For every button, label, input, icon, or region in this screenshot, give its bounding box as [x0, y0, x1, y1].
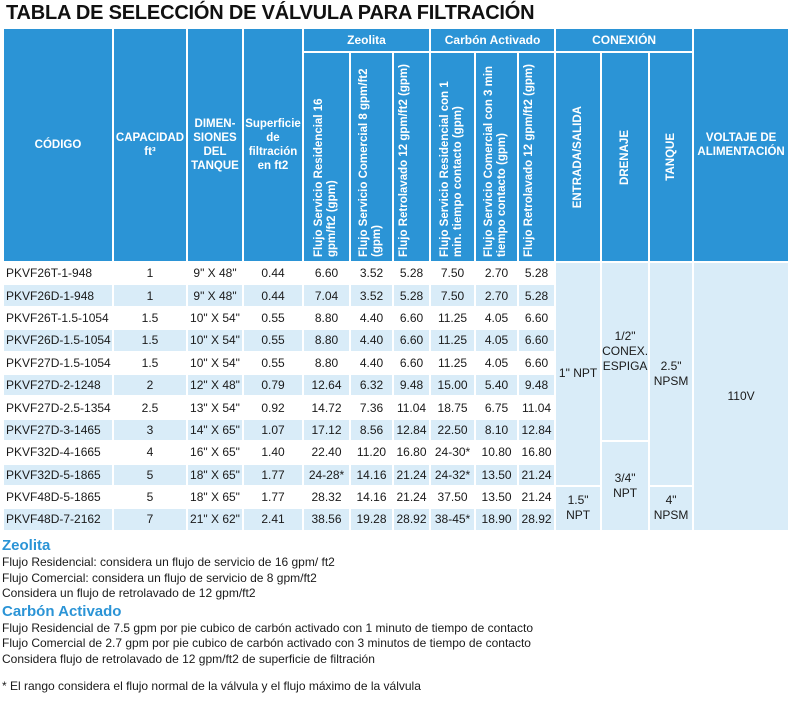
cell-superficie: 0.55 — [244, 308, 302, 328]
cell-zeolita-retrolavado: 5.28 — [394, 263, 429, 283]
header-carbon-comercial: Flujo Servicio Comercial con 3 min tiempo contacto (gpm) — [476, 53, 517, 261]
cell-dimensiones: 9" X 48" — [188, 285, 242, 305]
cell-carbon-residencial: 37.50 — [431, 487, 474, 507]
cell-carbon-residencial: 7.50 — [431, 263, 474, 283]
cell-carbon-comercial: 10.80 — [476, 442, 517, 462]
notes-carbon-line: Flujo Comercial de 2.7 gpm por pie cubico de carbón activado con 3 minutos de tiempo de contacto — [2, 636, 531, 650]
cell-codigo: PKVF27D-2.5-1354 — [4, 397, 112, 417]
cell-codigo: PKVF26T-1.5-1054 — [4, 308, 112, 328]
cell-capacidad: 7 — [114, 509, 186, 529]
header-dimensiones: DIMEN-SIONES DEL TANQUE — [188, 29, 242, 261]
cell-zeolita-retrolavado: 21.24 — [394, 487, 429, 507]
cell-capacidad: 1 — [114, 285, 186, 305]
cell-carbon-comercial: 2.70 — [476, 263, 517, 283]
cell-carbon-retrolavado: 5.28 — [519, 285, 554, 305]
notes-zeolita-title: Zeolita — [2, 537, 51, 554]
header-codigo: CÓDIGO — [4, 29, 112, 261]
notes-carbon-line: Considera flujo de retrolavado de 12 gpm/ft2 de superficie de filtración — [2, 651, 375, 666]
cell-carbon-retrolavado: 11.04 — [519, 397, 554, 417]
page-title: TABLA DE SELECCIÓN DE VÁLVULA PARA FILTRACIÓN — [6, 2, 535, 24]
cell-zeolita-comercial: 4.40 — [351, 330, 392, 350]
cell-carbon-comercial: 13.50 — [476, 465, 517, 485]
cell-carbon-retrolavado: 6.60 — [519, 353, 554, 373]
table-row — [4, 263, 788, 283]
notes-carbon-title: Carbón Activado — [2, 602, 122, 620]
cell-entrada-salida: 1.5" NPT — [556, 487, 600, 530]
cell-capacidad: 2.5 — [114, 397, 186, 417]
cell-codigo: PKVF27D-3-1465 — [4, 420, 112, 440]
cell-carbon-retrolavado: 16.80 — [519, 442, 554, 462]
header-superficie: Superficie de filtración en ft2 — [244, 29, 302, 261]
notes-zeolita-line: Considera un flujo de retrolavado de 12 gpm/ft2 — [2, 586, 256, 600]
cell-zeolita-comercial: 3.52 — [351, 263, 392, 283]
cell-carbon-comercial: 13.50 — [476, 487, 517, 507]
cell-codigo: PKVF32D-4-1665 — [4, 442, 112, 462]
cell-voltaje: 110V — [694, 263, 788, 530]
cell-superficie: 1.40 — [244, 442, 302, 462]
cell-carbon-comercial: 18.90 — [476, 509, 517, 529]
cell-zeolita-retrolavado: 9.48 — [394, 375, 429, 395]
cell-dimensiones: 10" X 54" — [188, 353, 242, 373]
cell-capacidad: 2 — [114, 375, 186, 395]
cell-zeolita-comercial: 6.32 — [351, 375, 392, 395]
cell-dimensiones: 18" X 65" — [188, 487, 242, 507]
cell-dimensiones: 10" X 54" — [188, 308, 242, 328]
cell-codigo: PKVF48D-5-1865 — [4, 487, 112, 507]
cell-carbon-retrolavado: 21.24 — [519, 465, 554, 485]
cell-zeolita-retrolavado: 6.60 — [394, 308, 429, 328]
cell-zeolita-residencial: 14.72 — [304, 397, 349, 417]
cell-codigo: PKVF27D-2-1248 — [4, 375, 112, 395]
cell-codigo: PKVF32D-5-1865 — [4, 465, 112, 485]
cell-carbon-retrolavado: 5.28 — [519, 263, 554, 283]
cell-dimensiones: 21" X 62" — [188, 509, 242, 529]
cell-zeolita-residencial: 24-28* — [304, 465, 349, 485]
cell-capacidad: 5 — [114, 465, 186, 485]
cell-capacidad: 3 — [114, 420, 186, 440]
cell-codigo: PKVF48D-7-2162 — [4, 509, 112, 529]
footnote: * El rango considera el flujo normal de la válvula y el flujo máximo de la válvula — [2, 679, 421, 693]
cell-carbon-retrolavado: 6.60 — [519, 330, 554, 350]
cell-superficie: 0.92 — [244, 397, 302, 417]
cell-carbon-residencial: 7.50 — [431, 285, 474, 305]
cell-carbon-comercial: 4.05 — [476, 330, 517, 350]
cell-carbon-residencial: 22.50 — [431, 420, 474, 440]
cell-zeolita-retrolavado: 6.60 — [394, 330, 429, 350]
cell-zeolita-residencial: 7.04 — [304, 285, 349, 305]
cell-carbon-residencial: 24-32* — [431, 465, 474, 485]
header-drenaje: DRENAJE — [602, 53, 648, 261]
header-tanque: TANQUE — [650, 53, 692, 261]
cell-zeolita-retrolavado: 21.24 — [394, 465, 429, 485]
cell-dimensiones: 18" X 65" — [188, 465, 242, 485]
cell-carbon-comercial: 5.40 — [476, 375, 517, 395]
cell-codigo: PKVF26T-1-948 — [4, 263, 112, 283]
cell-zeolita-retrolavado: 11.04 — [394, 397, 429, 417]
cell-codigo: PKVF27D-1.5-1054 — [4, 353, 112, 373]
cell-carbon-retrolavado: 28.92 — [519, 509, 554, 529]
cell-zeolita-residencial: 28.32 — [304, 487, 349, 507]
cell-carbon-residencial: 11.25 — [431, 353, 474, 373]
cell-dimensiones: 10" X 54" — [188, 330, 242, 350]
cell-zeolita-retrolavado: 16.80 — [394, 442, 429, 462]
cell-capacidad: 1.5 — [114, 330, 186, 350]
header-conexion: CONEXIÓN — [556, 29, 692, 51]
cell-carbon-comercial: 8.10 — [476, 420, 517, 440]
cell-carbon-retrolavado: 9.48 — [519, 375, 554, 395]
cell-tanque: 4" NPSM — [650, 487, 692, 530]
cell-dimensiones: 14" X 65" — [188, 420, 242, 440]
cell-zeolita-retrolavado: 28.92 — [394, 509, 429, 529]
cell-zeolita-retrolavado: 6.60 — [394, 353, 429, 373]
cell-dimensiones: 13" X 54" — [188, 397, 242, 417]
cell-carbon-comercial: 4.05 — [476, 308, 517, 328]
cell-capacidad: 1.5 — [114, 353, 186, 373]
header-entrada-salida: ENTRADA/SALIDA — [556, 53, 600, 261]
cell-carbon-residencial: 15.00 — [431, 375, 474, 395]
cell-zeolita-residencial: 8.80 — [304, 330, 349, 350]
cell-zeolita-residencial: 12.64 — [304, 375, 349, 395]
header-capacidad: CAPACIDAD ft³ — [114, 29, 186, 261]
cell-zeolita-comercial: 7.36 — [351, 397, 392, 417]
cell-superficie: 2.41 — [244, 509, 302, 529]
notes-carbon-line: Flujo Residencial de 7.5 gpm por pie cubico de carbón activado con 1 minuto de tiempo de contacto — [2, 620, 533, 635]
cell-carbon-retrolavado: 12.84 — [519, 420, 554, 440]
cell-zeolita-retrolavado: 5.28 — [394, 285, 429, 305]
cell-drenaje: 1/2" CONEX. ESPIGA — [602, 263, 648, 440]
cell-carbon-comercial: 4.05 — [476, 353, 517, 373]
cell-zeolita-residencial: 8.80 — [304, 353, 349, 373]
cell-superficie: 0.44 — [244, 285, 302, 305]
cell-dimensiones: 12" X 48" — [188, 375, 242, 395]
cell-capacidad: 1 — [114, 263, 186, 283]
cell-superficie: 1.77 — [244, 465, 302, 485]
cell-zeolita-residencial: 8.80 — [304, 308, 349, 328]
cell-superficie: 1.07 — [244, 420, 302, 440]
cell-capacidad: 5 — [114, 487, 186, 507]
valve-selection-table — [2, 27, 790, 532]
cell-zeolita-retrolavado: 12.84 — [394, 420, 429, 440]
cell-zeolita-residencial: 17.12 — [304, 420, 349, 440]
cell-capacidad: 4 — [114, 442, 186, 462]
cell-superficie: 0.44 — [244, 263, 302, 283]
cell-tanque: 2.5" NPSM — [650, 263, 692, 485]
cell-zeolita-comercial: 11.20 — [351, 442, 392, 462]
cell-codigo: PKVF26D-1-948 — [4, 285, 112, 305]
header-voltaje: VOLTAJE DE ALIMENTACIÓN — [694, 29, 788, 261]
header-zeolita-residencial: Flujo Servicio Residencial 16 gpm/ft2 (gpm) — [304, 53, 349, 261]
cell-dimensiones: 16" X 65" — [188, 442, 242, 462]
header-zeolita-comercial: Flujo Servicio Comercial 8 gpm/ft2 (gpm) — [351, 53, 392, 261]
cell-zeolita-comercial: 4.40 — [351, 353, 392, 373]
cell-zeolita-comercial: 14.16 — [351, 465, 392, 485]
cell-zeolita-residencial: 6.60 — [304, 263, 349, 283]
header-carbon: Carbón Activado — [431, 29, 554, 51]
header-zeolita: Zeolita — [304, 29, 429, 51]
table-row — [4, 487, 788, 507]
cell-dimensiones: 9" X 48" — [188, 263, 242, 283]
cell-capacidad: 1.5 — [114, 308, 186, 328]
header-carbon-residencial: Flujo Servicio Residencial con 1 min. tiempo contacto (gpm) — [431, 53, 474, 261]
cell-carbon-comercial: 6.75 — [476, 397, 517, 417]
notes-zeolita-line: Flujo Residencial: considera un flujo de servicio de 16 gpm/ ft2 — [2, 555, 335, 569]
cell-carbon-residencial: 24-30* — [431, 442, 474, 462]
cell-zeolita-comercial: 4.40 — [351, 308, 392, 328]
cell-carbon-residencial: 18.75 — [431, 397, 474, 417]
cell-carbon-residencial: 11.25 — [431, 330, 474, 350]
cell-codigo: PKVF26D-1.5-1054 — [4, 330, 112, 350]
cell-zeolita-comercial: 8.56 — [351, 420, 392, 440]
notes — [2, 536, 762, 695]
cell-carbon-residencial: 38-45* — [431, 509, 474, 529]
cell-entrada-salida: 1" NPT — [556, 263, 600, 485]
cell-carbon-retrolavado: 6.60 — [519, 308, 554, 328]
notes-zeolita-line: Flujo Comercial: considera un flujo de servicio de 8 gpm/ft2 — [2, 570, 317, 585]
cell-zeolita-comercial: 19.28 — [351, 509, 392, 529]
cell-zeolita-residencial: 38.56 — [304, 509, 349, 529]
header-carbon-retrolavado: Flujo Retrolavado 12 gpm/ft2 (gpm) — [519, 53, 554, 261]
cell-superficie: 0.79 — [244, 375, 302, 395]
cell-zeolita-residencial: 22.40 — [304, 442, 349, 462]
cell-drenaje: 3/4" NPT — [602, 442, 648, 530]
cell-zeolita-comercial: 3.52 — [351, 285, 392, 305]
cell-superficie: 0.55 — [244, 353, 302, 373]
cell-carbon-retrolavado: 21.24 — [519, 487, 554, 507]
header-zeolita-retrolavado: Flujo Retrolavado 12 gpm/ft2 (gpm) — [394, 53, 429, 261]
cell-carbon-residencial: 11.25 — [431, 308, 474, 328]
cell-superficie: 1.77 — [244, 487, 302, 507]
cell-carbon-comercial: 2.70 — [476, 285, 517, 305]
cell-zeolita-comercial: 14.16 — [351, 487, 392, 507]
cell-superficie: 0.55 — [244, 330, 302, 350]
